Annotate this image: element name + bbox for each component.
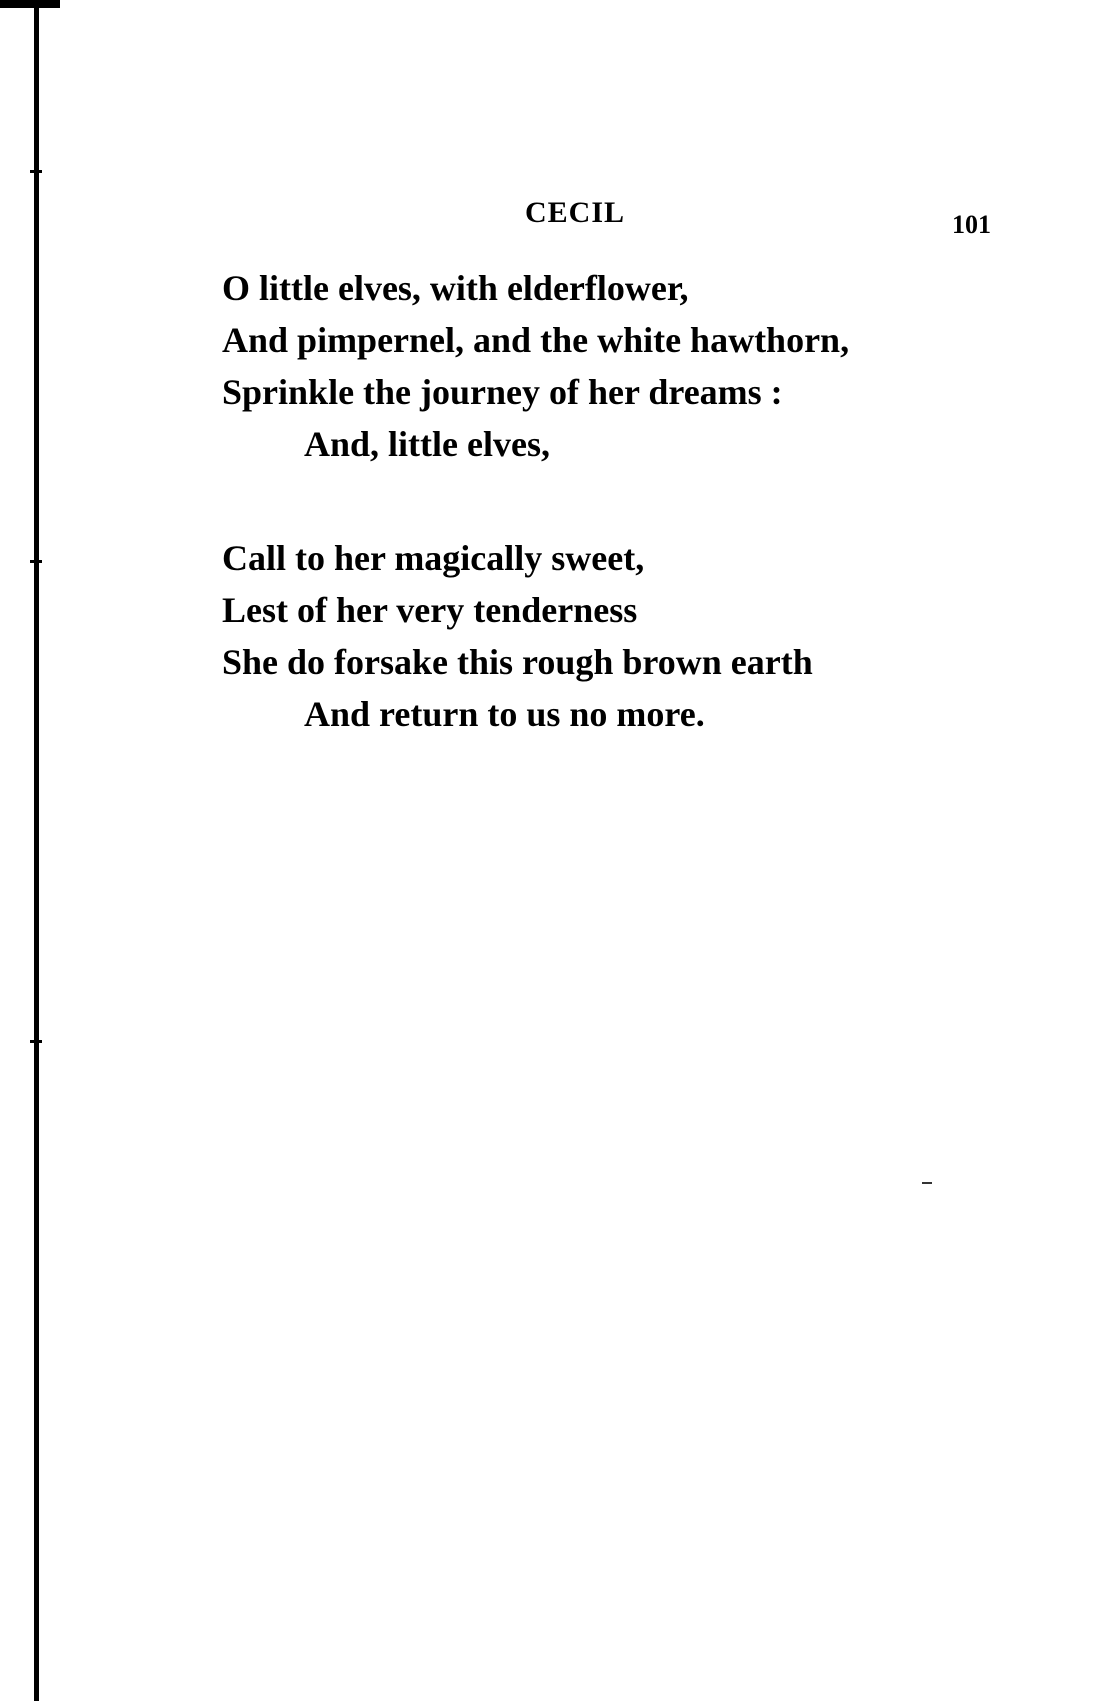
poem-stanza [222,262,849,470]
poem-line: Lest of her very tenderness [222,590,638,630]
poem-line: Call to her magically sweet, [222,538,645,578]
poem-line: O little elves, with elderflower, [222,268,689,308]
poem-line-indented: And, little elves, [304,424,550,464]
binding-edge-top [0,0,60,8]
poem-line: And pimpernel, and the white hawthorn, [222,320,850,360]
binding-edge-mark [30,560,42,563]
binding-edge [34,0,39,1701]
binding-edge-mark [30,1040,42,1043]
poem-line: She do forsake this rough brown earth [222,642,813,682]
poem-stanza [222,532,813,740]
page-number: 101 [952,210,991,239]
poem-line-indented: And return to us no more. [304,694,705,734]
scan-speck [922,1182,932,1184]
binding-edge-mark [30,170,42,173]
running-title: CECIL [524,196,626,229]
poem-line: Sprinkle the journey of her dreams : [222,372,783,412]
